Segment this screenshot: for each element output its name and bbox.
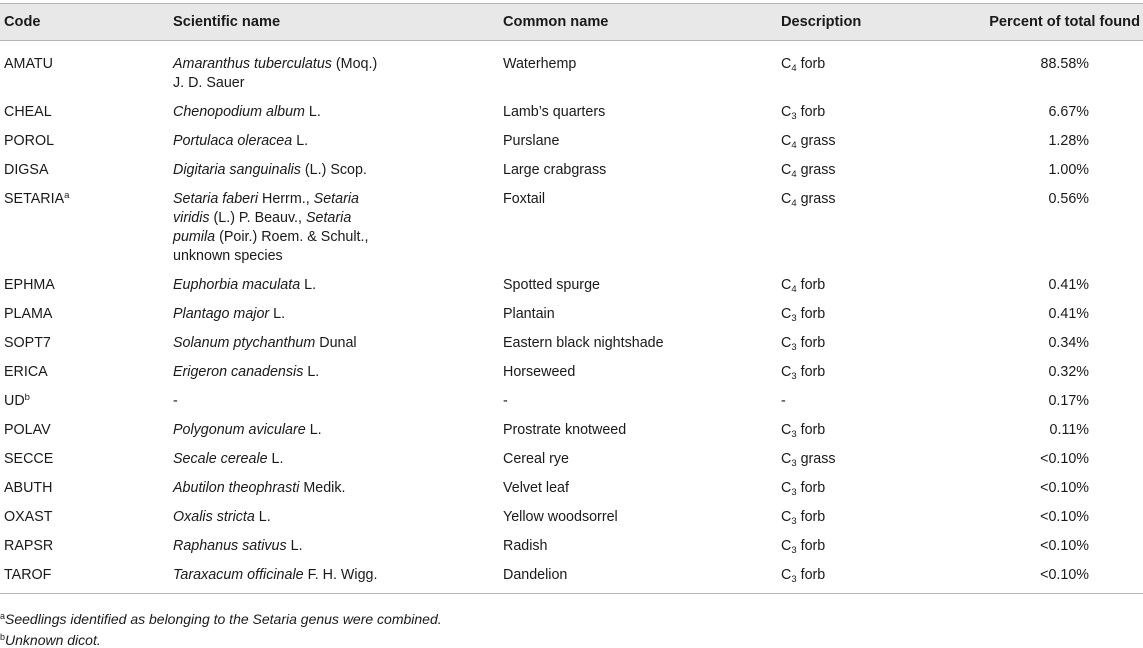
footnote-b-mark: b	[0, 632, 6, 642]
scientific-name-text: (L.) Scop.	[300, 162, 367, 178]
description-subscript: 3	[791, 111, 797, 122]
scientific-name-text: L.	[286, 538, 303, 554]
code-text: CHEAL	[4, 104, 52, 120]
cell-percent: 0.56%	[1048, 191, 1089, 207]
cell-common-name: -	[503, 393, 508, 409]
description-subscript: 4	[791, 140, 797, 151]
description-subscript: 3	[791, 545, 797, 556]
code-text: DIGSA	[4, 162, 49, 178]
cell-scientific-name	[173, 271, 503, 300]
description-prefix: C	[781, 306, 792, 322]
footnote-b	[0, 632, 101, 648]
table-row	[0, 185, 1143, 271]
cell-scientific-name	[173, 416, 503, 445]
scientific-name-italic: Setaria faberi	[173, 191, 259, 207]
table-row	[0, 387, 1143, 416]
cell-percent: 6.67%	[1048, 104, 1089, 120]
cell-scientific-name	[173, 41, 503, 99]
cell-description	[781, 474, 939, 503]
scientific-name-text: L.	[292, 133, 309, 149]
cell-code	[0, 503, 173, 532]
scientific-name-text: L.	[269, 306, 286, 322]
code-text: TAROF	[4, 567, 52, 583]
cell-percent: <0.10%	[1040, 538, 1089, 554]
cell-code	[0, 561, 173, 594]
header-description: Description	[781, 4, 939, 41]
description-subscript: 4	[791, 198, 797, 209]
cell-percent: 1.00%	[1048, 162, 1089, 178]
scientific-name-italic: Amaranthus tuberculatus	[173, 56, 332, 72]
description-suffix: forb	[796, 104, 826, 120]
cell-common-name: Large crabgrass	[503, 162, 607, 178]
cell-description	[781, 358, 939, 387]
description-prefix: C	[781, 567, 792, 583]
code-text: EPHMA	[4, 277, 55, 293]
table-row	[0, 271, 1143, 300]
code-text: SECCE	[4, 451, 54, 467]
scientific-name-text: F. H. Wigg.	[303, 567, 378, 583]
code-text: AMATU	[4, 56, 53, 72]
code-text: RAPSR	[4, 538, 54, 554]
scientific-name-italic: Erigeron canadensis	[173, 364, 304, 380]
scientific-name-text: L.	[304, 104, 321, 120]
table-row	[0, 41, 1143, 99]
description-subscript: 3	[791, 429, 797, 440]
description-subscript: 4	[791, 169, 797, 180]
cell-description	[781, 185, 939, 271]
description-prefix: -	[781, 393, 786, 409]
scientific-name-italic: Oxalis stricta	[173, 509, 255, 525]
header-scientific-name: Scientific name	[173, 4, 503, 41]
cell-percent: 0.41%	[1048, 306, 1089, 322]
cell-percent: <0.10%	[1040, 480, 1089, 496]
description-suffix: forb	[796, 56, 826, 72]
table-row	[0, 416, 1143, 445]
scientific-name-italic: Euphorbia maculata	[173, 277, 301, 293]
cell-scientific-name	[173, 185, 503, 271]
description-suffix: forb	[796, 335, 826, 351]
scientific-name-text: L.	[254, 509, 271, 525]
description-prefix: C	[781, 162, 792, 178]
code-text: ABUTH	[4, 480, 53, 496]
cell-scientific-name	[173, 387, 503, 416]
code-footnote-mark: b	[24, 392, 30, 403]
description-suffix: forb	[796, 422, 826, 438]
cell-common-name: Waterhemp	[503, 56, 577, 72]
description-suffix: grass	[796, 191, 836, 207]
table-row	[0, 358, 1143, 387]
footnote-a-mark: a	[0, 611, 6, 621]
cell-percent: <0.10%	[1040, 509, 1089, 525]
description-subscript: 3	[791, 313, 797, 324]
cell-scientific-name	[173, 329, 503, 358]
table-row	[0, 156, 1143, 185]
cell-code	[0, 300, 173, 329]
scientific-name-text: unknown species	[173, 248, 283, 264]
cell-code	[0, 98, 173, 127]
cell-scientific-name	[173, 561, 503, 594]
cell-percent: 0.32%	[1048, 364, 1089, 380]
cell-scientific-name	[173, 474, 503, 503]
cell-scientific-name	[173, 127, 503, 156]
table-row	[0, 561, 1143, 594]
cell-code	[0, 387, 173, 416]
table-row	[0, 474, 1143, 503]
header-common-name: Common name	[503, 4, 781, 41]
description-suffix: forb	[796, 567, 826, 583]
cell-percent: 1.28%	[1048, 133, 1089, 149]
cell-common-name: Prostrate knotweed	[503, 422, 627, 438]
description-suffix: forb	[796, 364, 826, 380]
table-row	[0, 445, 1143, 474]
description-subscript: 3	[791, 371, 797, 382]
description-prefix: C	[781, 422, 792, 438]
scientific-name-text: Medik.	[299, 480, 346, 496]
cell-description	[781, 127, 939, 156]
description-subscript: 3	[791, 574, 797, 585]
cell-description	[781, 503, 939, 532]
cell-scientific-name	[173, 445, 503, 474]
scientific-name-italic: Solanum ptychanthum	[173, 335, 316, 351]
cell-percent: 0.11%	[1049, 422, 1089, 438]
cell-code	[0, 532, 173, 561]
scientific-name-italic: Chenopodium album	[173, 104, 305, 120]
cell-description	[781, 329, 939, 358]
description-prefix: C	[781, 104, 792, 120]
cell-description	[781, 532, 939, 561]
table-row	[0, 503, 1143, 532]
scientific-name-text: (L.) P. Beauv.,	[209, 210, 306, 226]
cell-description	[781, 300, 939, 329]
description-prefix: C	[781, 277, 792, 293]
cell-common-name: Purslane	[503, 133, 560, 149]
cell-code	[0, 445, 173, 474]
cell-common-name: Velvet leaf	[503, 480, 569, 496]
cell-common-name: Plantain	[503, 306, 555, 322]
scientific-name-italic: Plantago major	[173, 306, 270, 322]
cell-description	[781, 561, 939, 594]
code-text: UD	[4, 393, 25, 409]
description-prefix: C	[781, 451, 792, 467]
cell-code	[0, 271, 173, 300]
description-prefix: C	[781, 56, 792, 72]
cell-scientific-name	[173, 532, 503, 561]
scientific-name-italic: viridis	[173, 210, 210, 226]
code-text: SOPT7	[4, 335, 51, 351]
cell-percent: 88.58%	[1040, 56, 1089, 72]
code-text: PLAMA	[4, 306, 53, 322]
code-text: POLAV	[4, 422, 51, 438]
code-footnote-mark: a	[64, 190, 70, 201]
description-suffix: forb	[796, 277, 826, 293]
header-code: Code	[0, 4, 173, 41]
cell-common-name: Foxtail	[503, 191, 546, 207]
cell-scientific-name	[173, 503, 503, 532]
scientific-name-text: L.	[305, 422, 322, 438]
scientific-name-italic: Taraxacum officinale	[173, 567, 304, 583]
description-prefix: C	[781, 133, 792, 149]
cell-common-name: Cereal rye	[503, 451, 569, 467]
code-text: ERICA	[4, 364, 48, 380]
cell-code	[0, 474, 173, 503]
cell-code	[0, 329, 173, 358]
cell-description	[781, 271, 939, 300]
cell-code	[0, 156, 173, 185]
scientific-name-text: Dunal	[315, 335, 357, 351]
cell-description	[781, 387, 939, 416]
description-subscript: 3	[791, 458, 797, 469]
description-prefix: C	[781, 191, 792, 207]
cell-code	[0, 185, 173, 271]
cell-description	[781, 156, 939, 185]
scientific-name-text: L.	[300, 277, 317, 293]
table-row	[0, 98, 1143, 127]
scientific-name-italic: Portulaca oleracea	[173, 133, 293, 149]
cell-scientific-name	[173, 358, 503, 387]
description-suffix: grass	[796, 451, 836, 467]
description-subscript: 4	[791, 284, 797, 295]
description-suffix: forb	[796, 538, 826, 554]
scientific-name-italic: Digitaria sanguinalis	[173, 162, 301, 178]
cell-code	[0, 127, 173, 156]
description-prefix: C	[781, 480, 792, 496]
scientific-name-italic: Setaria	[313, 191, 359, 207]
scientific-name-italic: Setaria	[305, 210, 352, 226]
table-row	[0, 127, 1143, 156]
cell-description	[781, 41, 939, 99]
cell-percent: 0.34%	[1048, 335, 1089, 351]
description-subscript: 3	[791, 342, 797, 353]
scientific-name-italic: Raphanus sativus	[173, 538, 287, 554]
cell-percent: 0.17%	[1048, 393, 1089, 409]
cell-scientific-name	[173, 156, 503, 185]
cell-percent: <0.10%	[939, 561, 1143, 594]
scientific-name-italic: Secale cereale	[173, 451, 268, 467]
scientific-name-italic: pumila	[173, 229, 216, 245]
scientific-name-text: -	[173, 393, 178, 409]
cell-scientific-name	[173, 300, 503, 329]
code-text: SETARIA	[4, 191, 65, 207]
description-subscript: 3	[791, 487, 797, 498]
cell-common-name: Yellow woodsorrel	[503, 509, 618, 525]
scientific-name-italic: Abutilon theophrasti	[173, 480, 300, 496]
cell-percent: 0.41%	[1048, 277, 1089, 293]
description-subscript: 3	[791, 516, 797, 527]
description-suffix: forb	[796, 306, 826, 322]
cell-code	[0, 358, 173, 387]
cell-description	[781, 98, 939, 127]
footnote-a	[0, 611, 442, 627]
scientific-name-text: Herrm.,	[258, 191, 314, 207]
scientific-name-italic: Polygonum aviculare	[173, 422, 306, 438]
description-suffix: forb	[796, 480, 826, 496]
description-subscript: 4	[791, 63, 797, 74]
footnote-a-text: Seedlings identified as belonging to the Setaria genus were combined.	[5, 611, 442, 627]
table-row	[0, 532, 1143, 561]
table-header-row	[0, 4, 1143, 41]
cell-common-name: Eastern black nightshade	[503, 335, 664, 351]
description-prefix: C	[781, 538, 792, 554]
description-suffix: forb	[796, 509, 826, 525]
description-suffix: grass	[796, 133, 836, 149]
description-prefix: C	[781, 509, 792, 525]
code-text: OXAST	[4, 509, 53, 525]
table-row	[0, 329, 1143, 358]
weed-species-table	[0, 3, 1143, 594]
scientific-name-text: (Moq.)	[331, 56, 378, 72]
cell-common-name: Radish	[503, 538, 548, 554]
scientific-name-text: L.	[303, 364, 320, 380]
cell-common-name: Spotted spurge	[503, 277, 600, 293]
cell-code	[0, 416, 173, 445]
cell-common-name: Lamb’s quarters	[503, 104, 606, 120]
cell-common-name: Horseweed	[503, 364, 576, 380]
scientific-name-text: (Poir.) Roem. & Schult.,	[215, 229, 369, 245]
table-row	[0, 300, 1143, 329]
scientific-name-text: L.	[267, 451, 284, 467]
description-prefix: C	[781, 335, 792, 351]
description-suffix: grass	[796, 162, 836, 178]
footnote-b-text: Unknown dicot.	[5, 632, 101, 648]
code-text: POROL	[4, 133, 55, 149]
cell-percent: <0.10%	[1040, 451, 1089, 467]
cell-description	[781, 445, 939, 474]
description-prefix: C	[781, 364, 792, 380]
cell-description	[781, 416, 939, 445]
header-percent: Percent of total found	[939, 4, 1143, 41]
cell-common-name: Dandelion	[503, 561, 781, 594]
cell-code	[0, 41, 173, 99]
scientific-name-text: J. D. Sauer	[173, 75, 245, 91]
cell-scientific-name	[173, 98, 503, 127]
table-body	[0, 41, 1143, 594]
